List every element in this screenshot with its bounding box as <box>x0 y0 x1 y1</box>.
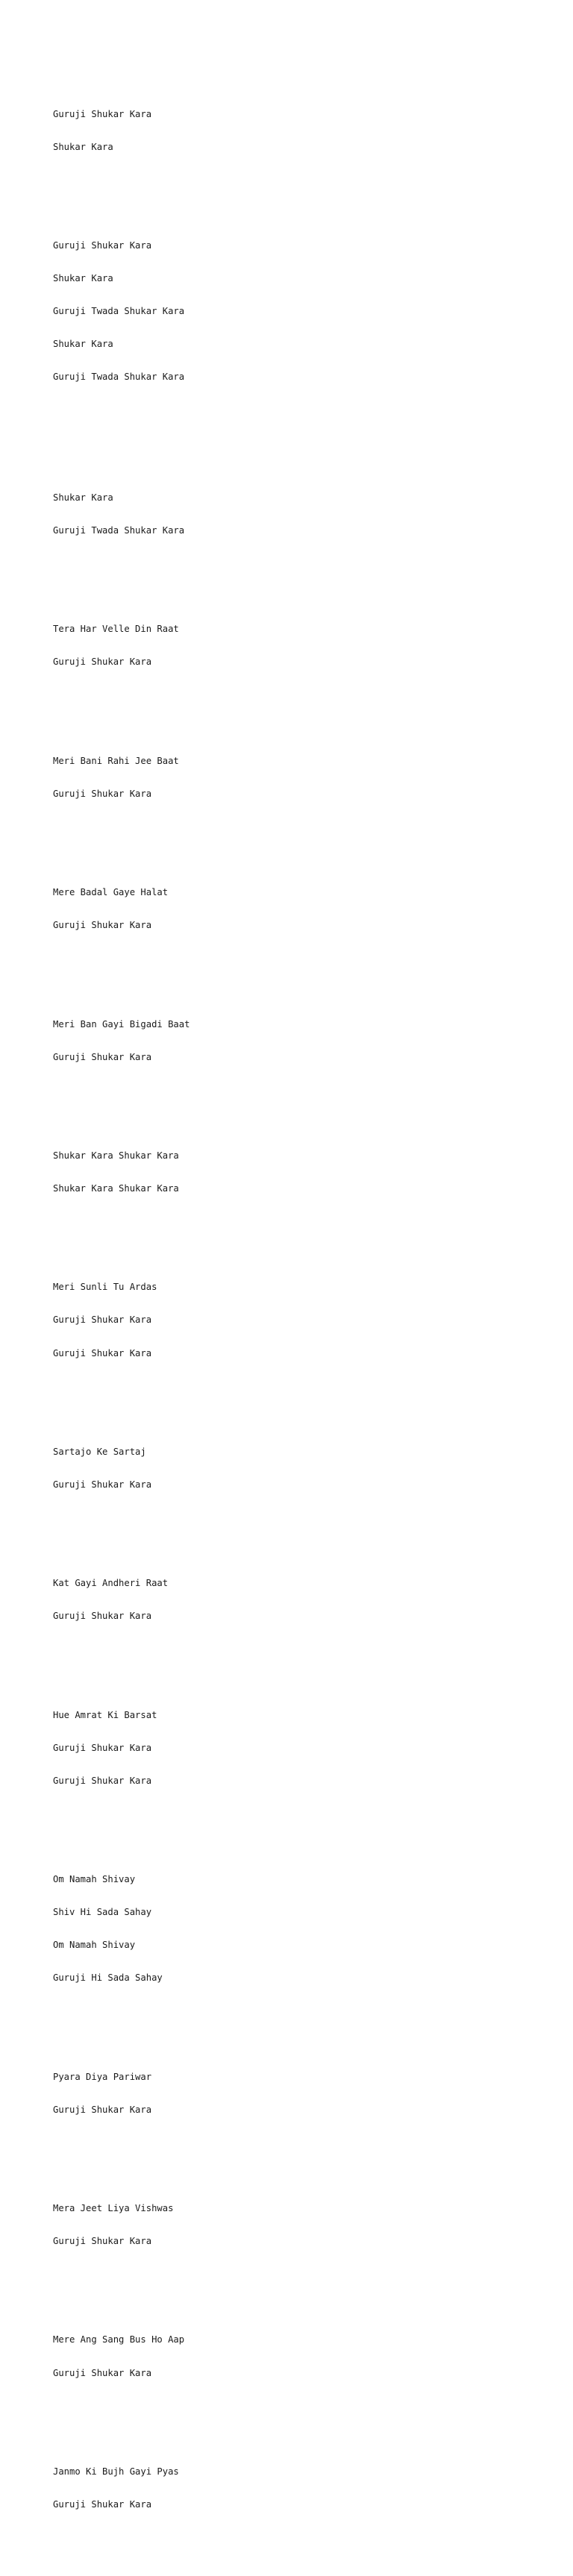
lyric-line: Guruji Shukar Kara <box>53 1314 152 1326</box>
lyric-line: Kat Gayi Andheri Raat <box>53 1578 169 1589</box>
lyric-line: Guruji Shukar Kara <box>53 1775 152 1786</box>
lyric-line: Hue Amrat Ki Barsat <box>53 1709 157 1720</box>
stanza <box>53 2444 190 2532</box>
stanza <box>53 1260 190 1381</box>
lyric-line: Sartajo Ke Sartaj <box>53 1446 146 1457</box>
stanza <box>53 471 190 559</box>
lyric-line: Guruji Shukar Kara <box>53 2104 152 2115</box>
stanza <box>53 1687 190 1808</box>
stanza <box>53 1424 190 1512</box>
lyric-line: Om Namah Shivay <box>53 1940 136 1951</box>
lyric-line: Guruji Shukar Kara <box>53 1347 152 1358</box>
lyric-line: Shukar Kara <box>53 492 113 503</box>
lyric-line: Guruji Shukar Kara <box>53 239 152 251</box>
lyric-line: Guruji Hi Sada Sahay <box>53 1972 163 1984</box>
stanza <box>53 1852 190 2006</box>
lyric-line: Shukar Kara Shukar Kara <box>53 1150 179 1161</box>
lyric-line: Guruji Shukar Kara <box>53 656 152 668</box>
lyric-line: Guruji Shukar Kara <box>53 920 152 931</box>
stanza <box>53 2181 190 2269</box>
lyric-line: Om Namah Shivay <box>53 1874 136 1885</box>
lyric-line: Shiv Hi Sada Sahay <box>53 1907 152 1918</box>
lyric-line: Shukar Kara Shukar Kara <box>53 1183 179 1194</box>
lyric-line: Guruji Twada Shukar Kara <box>53 525 185 536</box>
lyric-line: Meri Bani Rahi Jee Baat <box>53 755 179 766</box>
lyrics-text <box>53 54 190 2576</box>
lyric-line: Tera Har Velle Din Raat <box>53 624 179 635</box>
stanza <box>53 602 190 690</box>
stanza <box>53 997 190 1085</box>
stanza <box>53 2049 190 2137</box>
lyric-line: Guruji Shukar Kara <box>53 1479 152 1490</box>
lyric-line: Shukar Kara <box>53 141 113 152</box>
lyric-line: Guruji Shukar Kara <box>53 788 152 799</box>
lyric-line: Janmo Ki Bujh Gayi Pyas <box>53 2466 179 2477</box>
stanza <box>53 865 190 953</box>
stanza <box>53 1129 190 1217</box>
lyric-line: Guruji Shukar Kara <box>53 2236 152 2247</box>
stanza <box>53 733 190 821</box>
lyric-line: Meri Sunli Tu Ardas <box>53 1282 157 1293</box>
lyric-line: Mere Ang Sang Bus Ho Aap <box>53 2334 185 2345</box>
stanza <box>53 219 190 405</box>
stanza <box>53 87 190 175</box>
lyric-line: Mera Jeet Liya Vishwas <box>53 2203 174 2214</box>
lyric-line: Meri Ban Gayi Bigadi Baat <box>53 1018 190 1030</box>
lyric-line: Guruji Shukar Kara <box>53 1742 152 1753</box>
lyric-line: Shukar Kara <box>53 339 113 350</box>
lyric-line: Guruji Shukar Kara <box>53 1611 152 1622</box>
lyric-line: Pyara Diya Pariwar <box>53 2071 152 2082</box>
lyric-line: Shukar Kara <box>53 273 113 283</box>
lyric-line: Guruji Shukar Kara <box>53 2498 152 2510</box>
lyric-line: Guruji Shukar Kara <box>53 1051 152 1062</box>
lyric-line: Guruji Twada Shukar Kara <box>53 372 185 383</box>
stanza <box>53 1556 190 1644</box>
lyric-line: Mere Badal Gaye Halat <box>53 887 169 898</box>
lyric-line: Guruji Shukar Kara <box>53 2367 152 2378</box>
lyric-line: Guruji Twada Shukar Kara <box>53 306 185 317</box>
lyric-line: Guruji Shukar Kara <box>53 108 152 119</box>
stanza <box>53 2313 190 2401</box>
